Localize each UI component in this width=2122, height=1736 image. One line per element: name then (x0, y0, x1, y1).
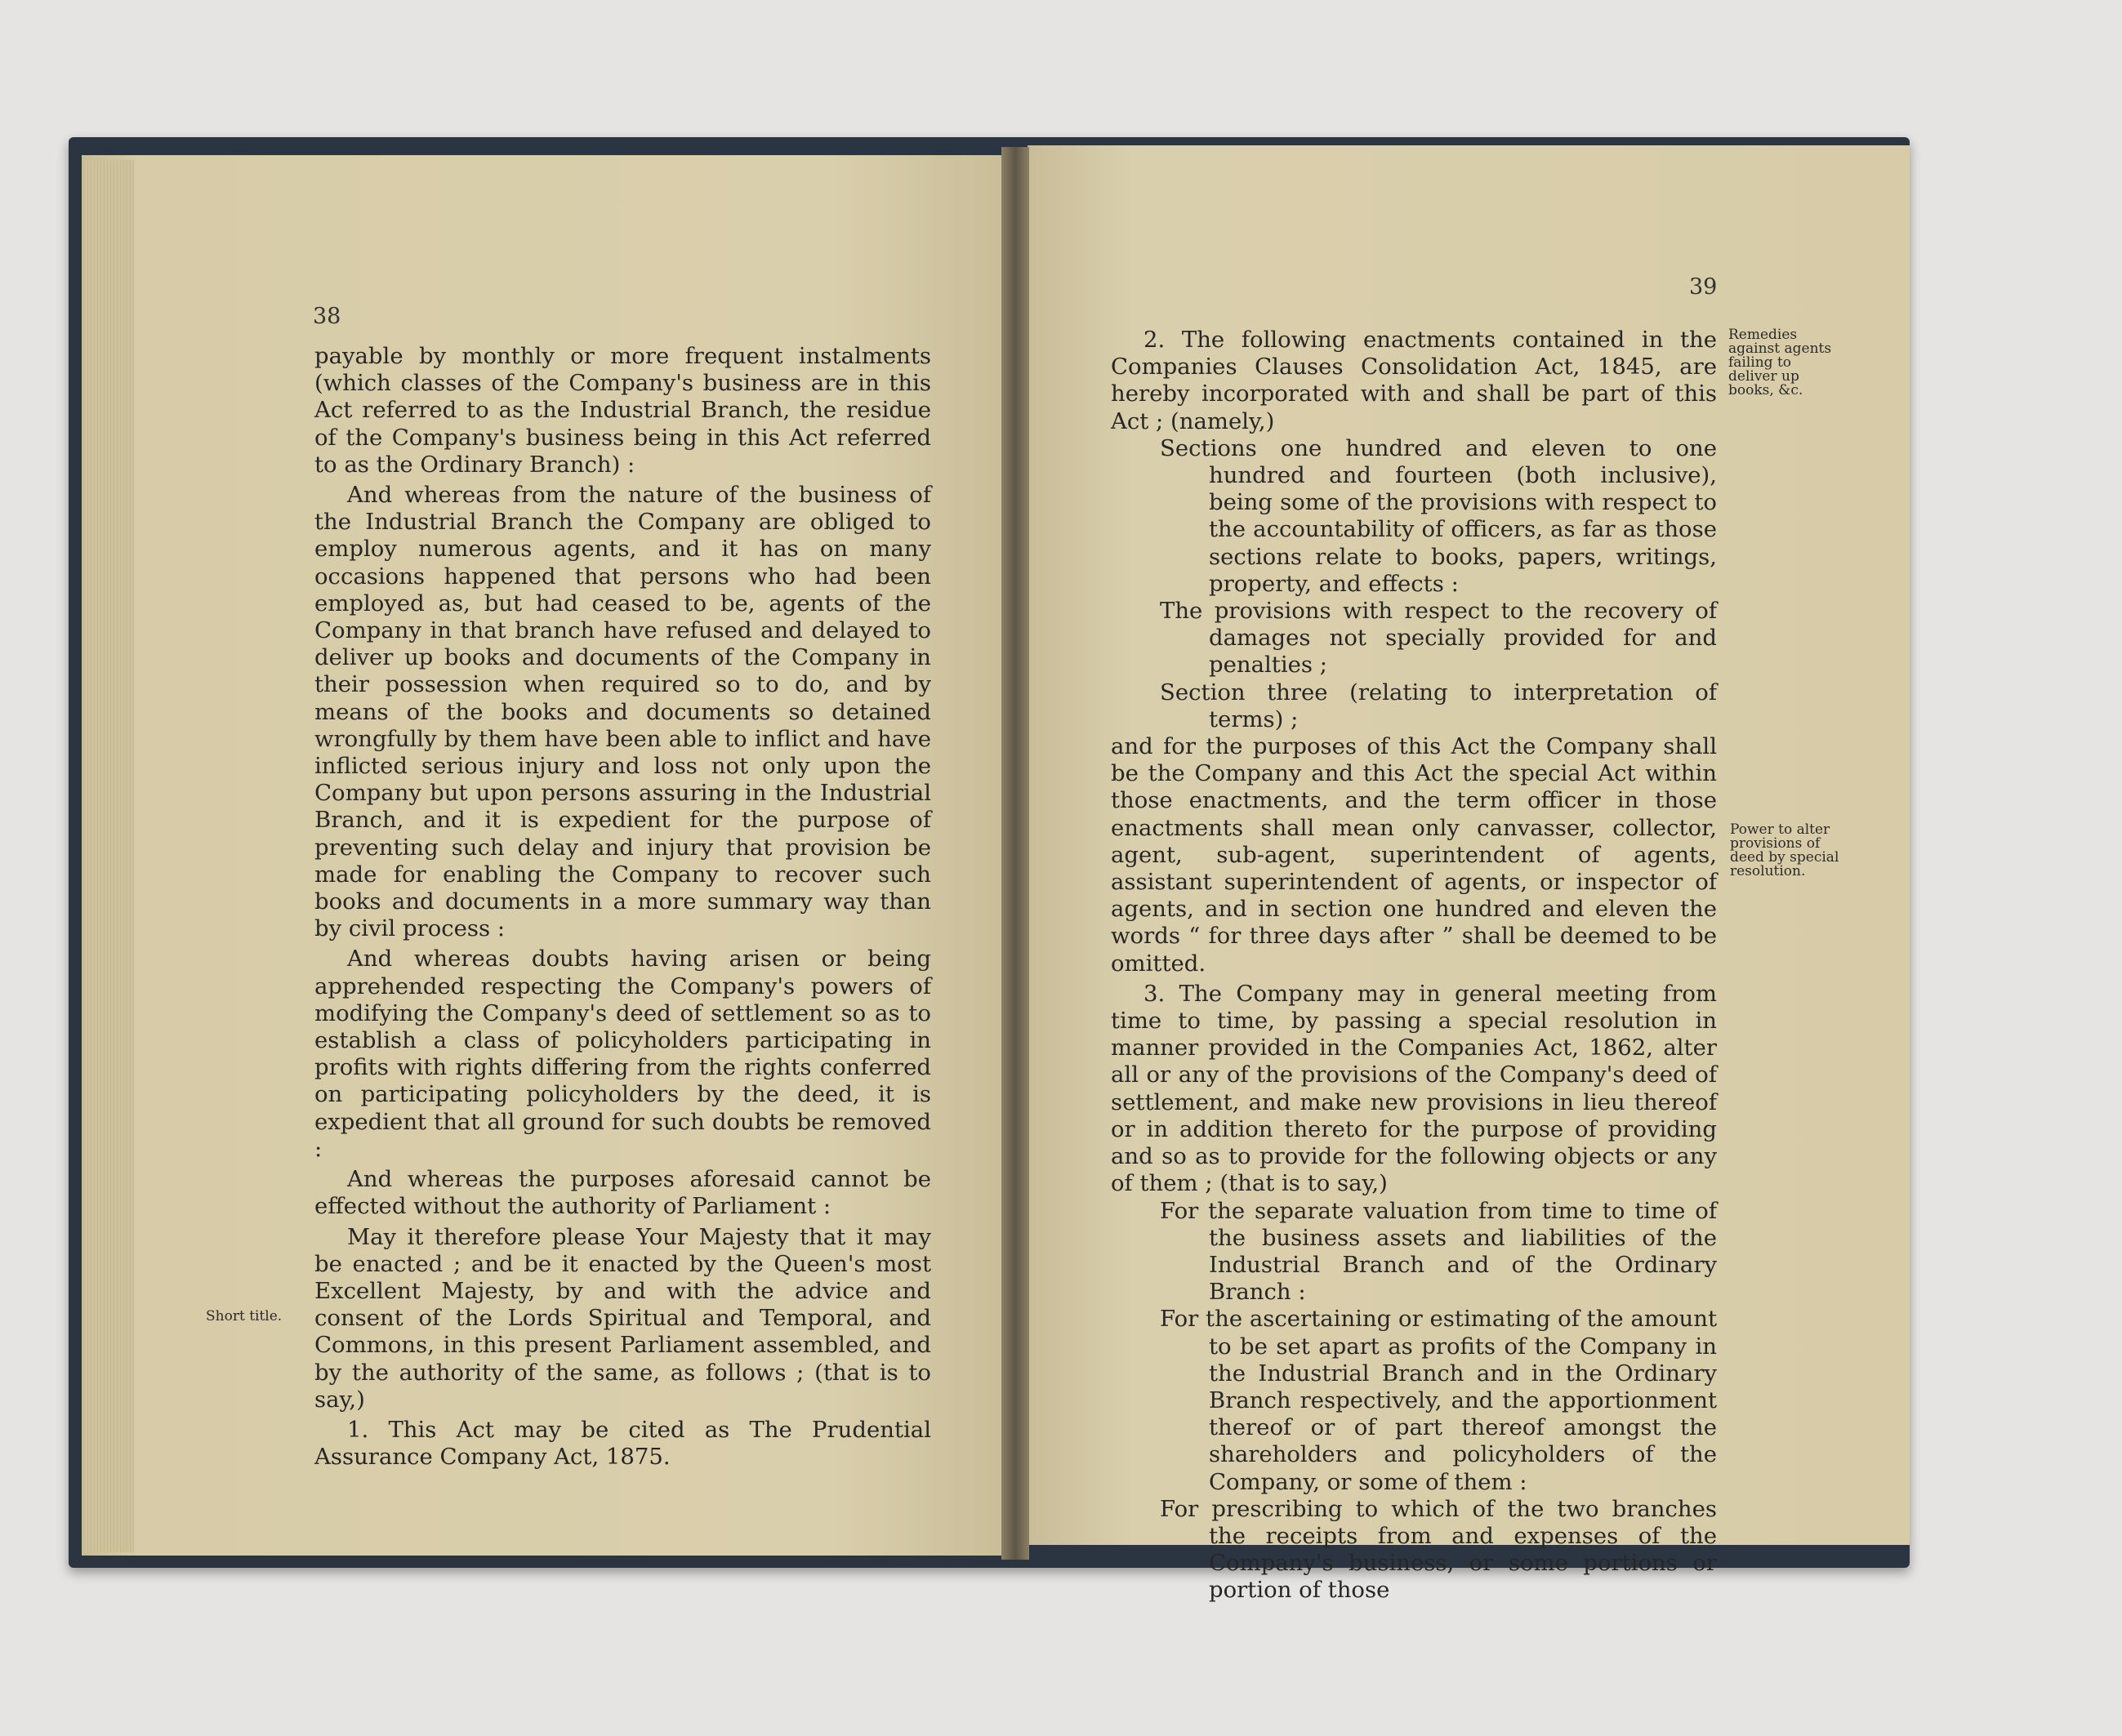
left-page-body (314, 343, 931, 1471)
section-1-short-title: 1. This Act may be cited as The Prudential Assurance Company Act, 1875. (314, 1416, 931, 1471)
section-2-definitions: and for the purposes of this Act the Company shall be the Company and this Act the special Act within those enactments, and the term officer in those enactments shall mean only canvasser, collector, agent, sub-agent, superintendent of agents, assistant superintendent of agents, or inspector of agents, and in section one hundred and eleven the words “ for three days after ” shall be deemed to be omitted. (1111, 733, 1717, 977)
page-edges (85, 160, 134, 1552)
left-paragraph-1: payable by monthly or more frequent instalments (which classes of the Company's business are in this Act referred to as the Industrial Branch, the residue of the Company's business being in this Act referred to as the Ordinary Branch) : (314, 343, 931, 478)
left-paragraph-2: And whereas from the nature of the business of the Industrial Branch the Company are obliged to employ numerous agents, and it has on many occasions happened that persons who had been employed as, but had ceased to be, agents of the Company in that branch have refused and delayed to deliver up books and documents of the Company in their possession when required so to do, and by means of the books and documents so detained wrongfully by them have been able to inflict and have inflicted serious injury and loss not only upon the Company but upon persons assuring in the Industrial Branch, and it is expedient for the purpose of preventing such delay and injury that provision be made for enabling the Company to recover such books and documents in a more summary way than by civil process : (314, 482, 931, 942)
margin-note-short-title: Short title. (206, 1308, 283, 1324)
left-page-number: 38 (313, 304, 341, 329)
left-paragraph-3: And whereas doubts having arisen or being apprehended respecting the Company's powers of modifying the Company's deed of settlement so as to establish a class of policyholders participating in profits with rights differing from the rights conferred on participating policyholders by the deed, it is expedient that all ground for such doubts be removed : (314, 946, 931, 1162)
section-2-item-recovery: The provisions with respect to the recovery of damages not specially provided for and penalties ; (1160, 598, 1717, 679)
section-2-item-sections: Sections one hundred and eleven to one hundred and fourteen (both inclusive), being some of the provisions with respect to the accountability of officers, as far as those sections relate to books, papers, writings, property, and effects : (1160, 434, 1717, 597)
book-gutter (1001, 147, 1029, 1560)
section-3-item-receipts: For prescribing to which of the two branches the receipts from and expenses of the Company's business, or some portions or portion of those (1160, 1495, 1717, 1604)
section-3-item-valuation: For the separate valuation from time to time of the business assets and liabilities of the Industrial Branch and of the Ordinary Branch : (1160, 1197, 1717, 1306)
section-3: 3. The Company may in general meeting from time to time, by passing a special resolution in manner provided in the Companies Act, 1862, alter all or any of the provisions of the Company's deed of settlement, and make new provisions in lieu thereof or in addition thereto for the purpose of providing and so as to provide for the following objects or any of them ; (that is to say,) (1111, 980, 1717, 1197)
section-3-item-profits: For the ascertaining or estimating of the amount to be set apart as profits of the Company in the Industrial Branch and in the Ordinary Branch respectively, and the apportionment thereof or of part thereof amongst the shareholders and policyholders of the Company, or some of them : (1160, 1306, 1717, 1495)
right-page-number: 39 (1689, 274, 1718, 300)
margin-note-power-to-alter: Power to alter provisions of deed by special resolution. (1730, 821, 1839, 879)
section-2-item-interpretation: Section three (relating to interpretation of terms) ; (1160, 679, 1717, 732)
left-paragraph-5: May it therefore please Your Majesty that it may be enacted ; and be it enacted by the Queen's most Excellent Majesty, by and with the advice and consent of the Lords Spiritual and Temporal, and Commons, in this present Parliament assembled, and by the authority of the same, as follows ; (that is to say,) (314, 1223, 931, 1413)
section-2: 2. The following enactments contained in the Companies Clauses Consolidation Act, 1845, are hereby incorporated with and shall be part of this Act ; (namely,) (1111, 327, 1717, 434)
margin-note-remedies: Remedies against agents failing to deliver up books, &c. (1728, 327, 1832, 398)
right-page-body (1111, 327, 1717, 1605)
left-paragraph-4: And whereas the purposes aforesaid cannot be effected without the authority of Parliament : (314, 1166, 931, 1220)
